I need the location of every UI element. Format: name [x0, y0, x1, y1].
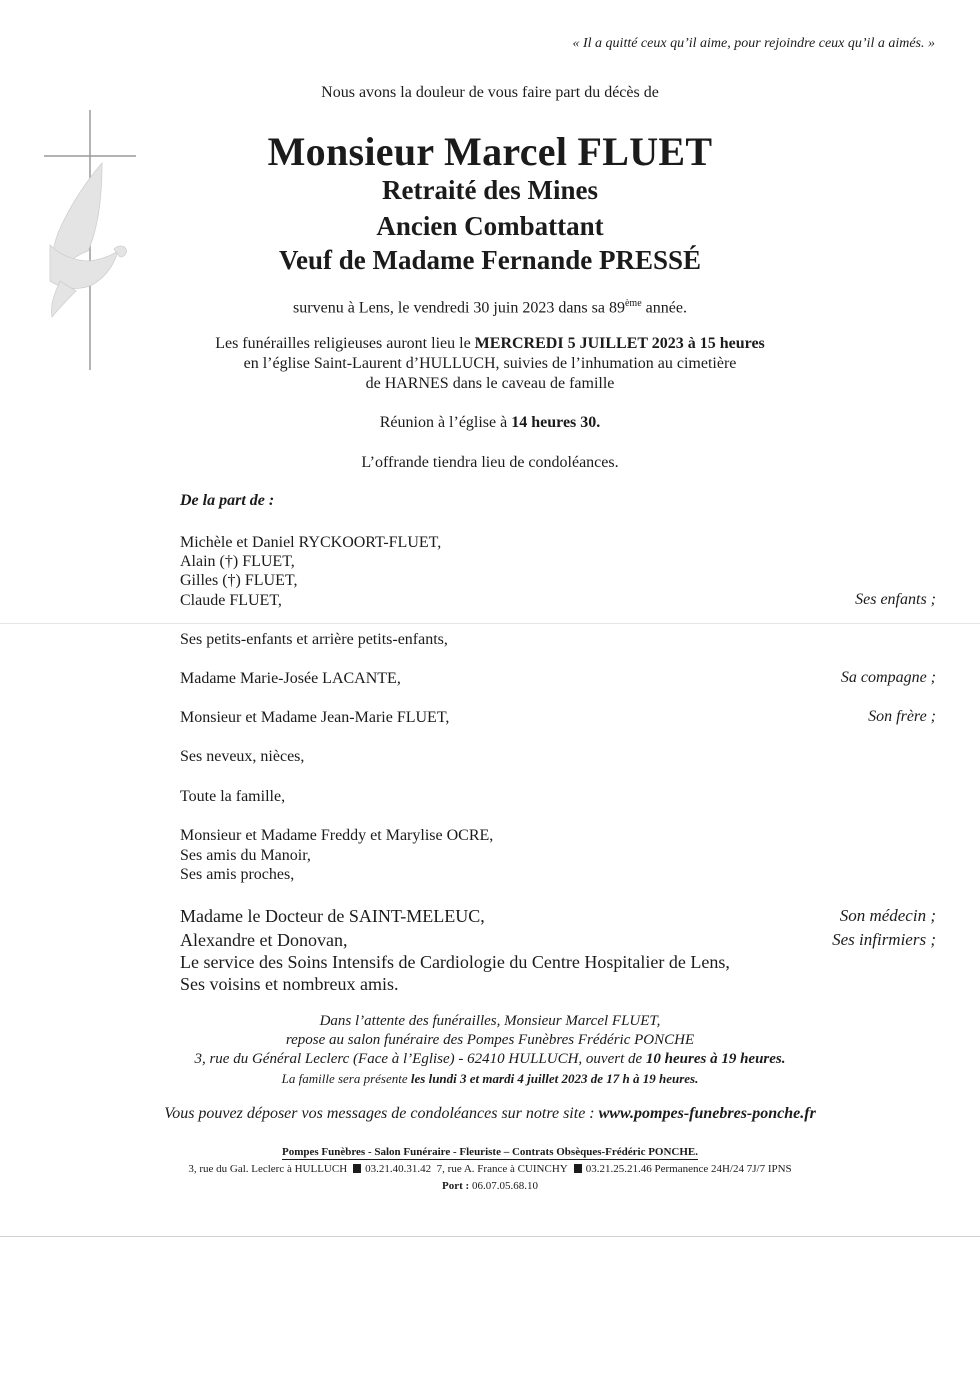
- family-entry: Claude FLUET,: [180, 592, 282, 609]
- family-entry: Alexandre et Donovan,: [180, 930, 348, 950]
- death-info: survenu à Lens, le vendredi 30 juin 2023 dans sa 89ème année.: [293, 298, 687, 317]
- epigraph-quote: « Il a quitté ceux qu’il aime, pour rejoindre ceux qu’il a aimés. »: [572, 36, 935, 51]
- family-entry: Michèle et Daniel RYCKOORT-FLUET,: [180, 534, 442, 551]
- family-entry: Ses amis proches,: [180, 866, 295, 883]
- family-entry: Ses petits-enfants et arrière petits-enfants,: [180, 631, 448, 648]
- title-line: Ancien Combattant: [376, 211, 604, 241]
- relation-label: Son médecin ;: [839, 906, 936, 925]
- footer-title: Pompes Funèbres - Salon Funéraire - Fleuriste – Contrats Obsèques-Frédéric PONCHE.: [281, 1146, 699, 1158]
- family-entry: Ses voisins et nombreux amis.: [180, 974, 399, 994]
- family-entry: Le service des Soins Intensifs de Cardiologie du Centre Hospitalier de Lens,: [180, 952, 730, 972]
- relation-label: Son frère ;: [868, 708, 936, 725]
- website-link[interactable]: www.pompes-funebres-ponche.fr: [598, 1105, 816, 1122]
- intro-text: Nous avons la douleur de vous faire part du décès de: [321, 84, 659, 101]
- notes-line: Dans l’attente des funérailles, Monsieur Marcel FLUET,: [319, 1013, 661, 1029]
- notes-line: 3, rue du Général Leclerc (Face à l’Eglise) - 62410 HULLUCH, ouvert de 10 heures à 19 heures.: [194, 1051, 786, 1067]
- condolences-site: Vous pouvez déposer vos messages de condoléances sur notre site : www.pompes-funebres-ponche.fr: [164, 1105, 816, 1122]
- scan-line: [0, 1236, 980, 1237]
- notes-line: repose au salon funéraire des Pompes Funèbres Frédéric PONCHE: [285, 1032, 695, 1048]
- title-line: Retraité des Mines: [382, 175, 598, 205]
- scan-line: [0, 623, 980, 624]
- family-entry: Alain (†) FLUET,: [180, 553, 295, 570]
- deceased-name: Monsieur Marcel FLUET: [267, 129, 713, 174]
- phone-icon: [353, 1164, 361, 1173]
- footer-addresses: 3, rue du Gal. Leclerc à HULLUCH 03.21.40.31.42 7, rue A. France à CUINCHY 03.21.25.21.46 Permanence 24H/24 7J/7 IPNS: [188, 1163, 792, 1175]
- family-entry: Monsieur et Madame Jean-Marie FLUET,: [180, 709, 450, 726]
- family-entry: Ses neveux, nièces,: [180, 748, 305, 765]
- notes-line: La famille sera présente les lundi 3 et mardi 4 juillet 2023 de 17 h à 19 heures.: [281, 1071, 699, 1086]
- funeral-line: de HARNES dans le caveau de famille: [365, 375, 615, 392]
- footer-mobile: Port : 06.07.05.68.10: [442, 1180, 538, 1192]
- family-entry: Monsieur et Madame Freddy et Marylise OCRE,: [180, 827, 494, 844]
- funeral-line: en l’église Saint-Laurent d’HULLUCH, suivies de l’inhumation au cimetière: [243, 355, 737, 372]
- phone-icon: [574, 1164, 582, 1173]
- family-entry: Madame le Docteur de SAINT-MELEUC,: [180, 906, 485, 926]
- family-entry: Madame Marie-Josée LACANTE,: [180, 670, 401, 687]
- relation-label: Ses enfants ;: [855, 591, 936, 608]
- relation-label: Sa compagne ;: [840, 669, 936, 686]
- meeting-time: Réunion à l’église à 14 heures 30.: [379, 414, 601, 431]
- family-entry: Ses amis du Manoir,: [180, 847, 311, 864]
- funeral-home-notes: [0, 1012, 980, 1088]
- title-line: Veuf de Madame Fernande PRESSÉ: [278, 245, 702, 275]
- funeral-line: Les funérailles religieuses auront lieu le MERCREDI 5 JUILLET 2023 à 15 heures: [215, 335, 765, 352]
- family-entry: Toute la famille,: [180, 788, 286, 805]
- from-heading: De la part de :: [180, 492, 275, 509]
- offering-note: L’offrande tiendra lieu de condoléances.: [361, 454, 619, 471]
- family-entry: Gilles (†) FLUET,: [180, 572, 298, 589]
- relation-label: Ses infirmiers ;: [832, 930, 936, 949]
